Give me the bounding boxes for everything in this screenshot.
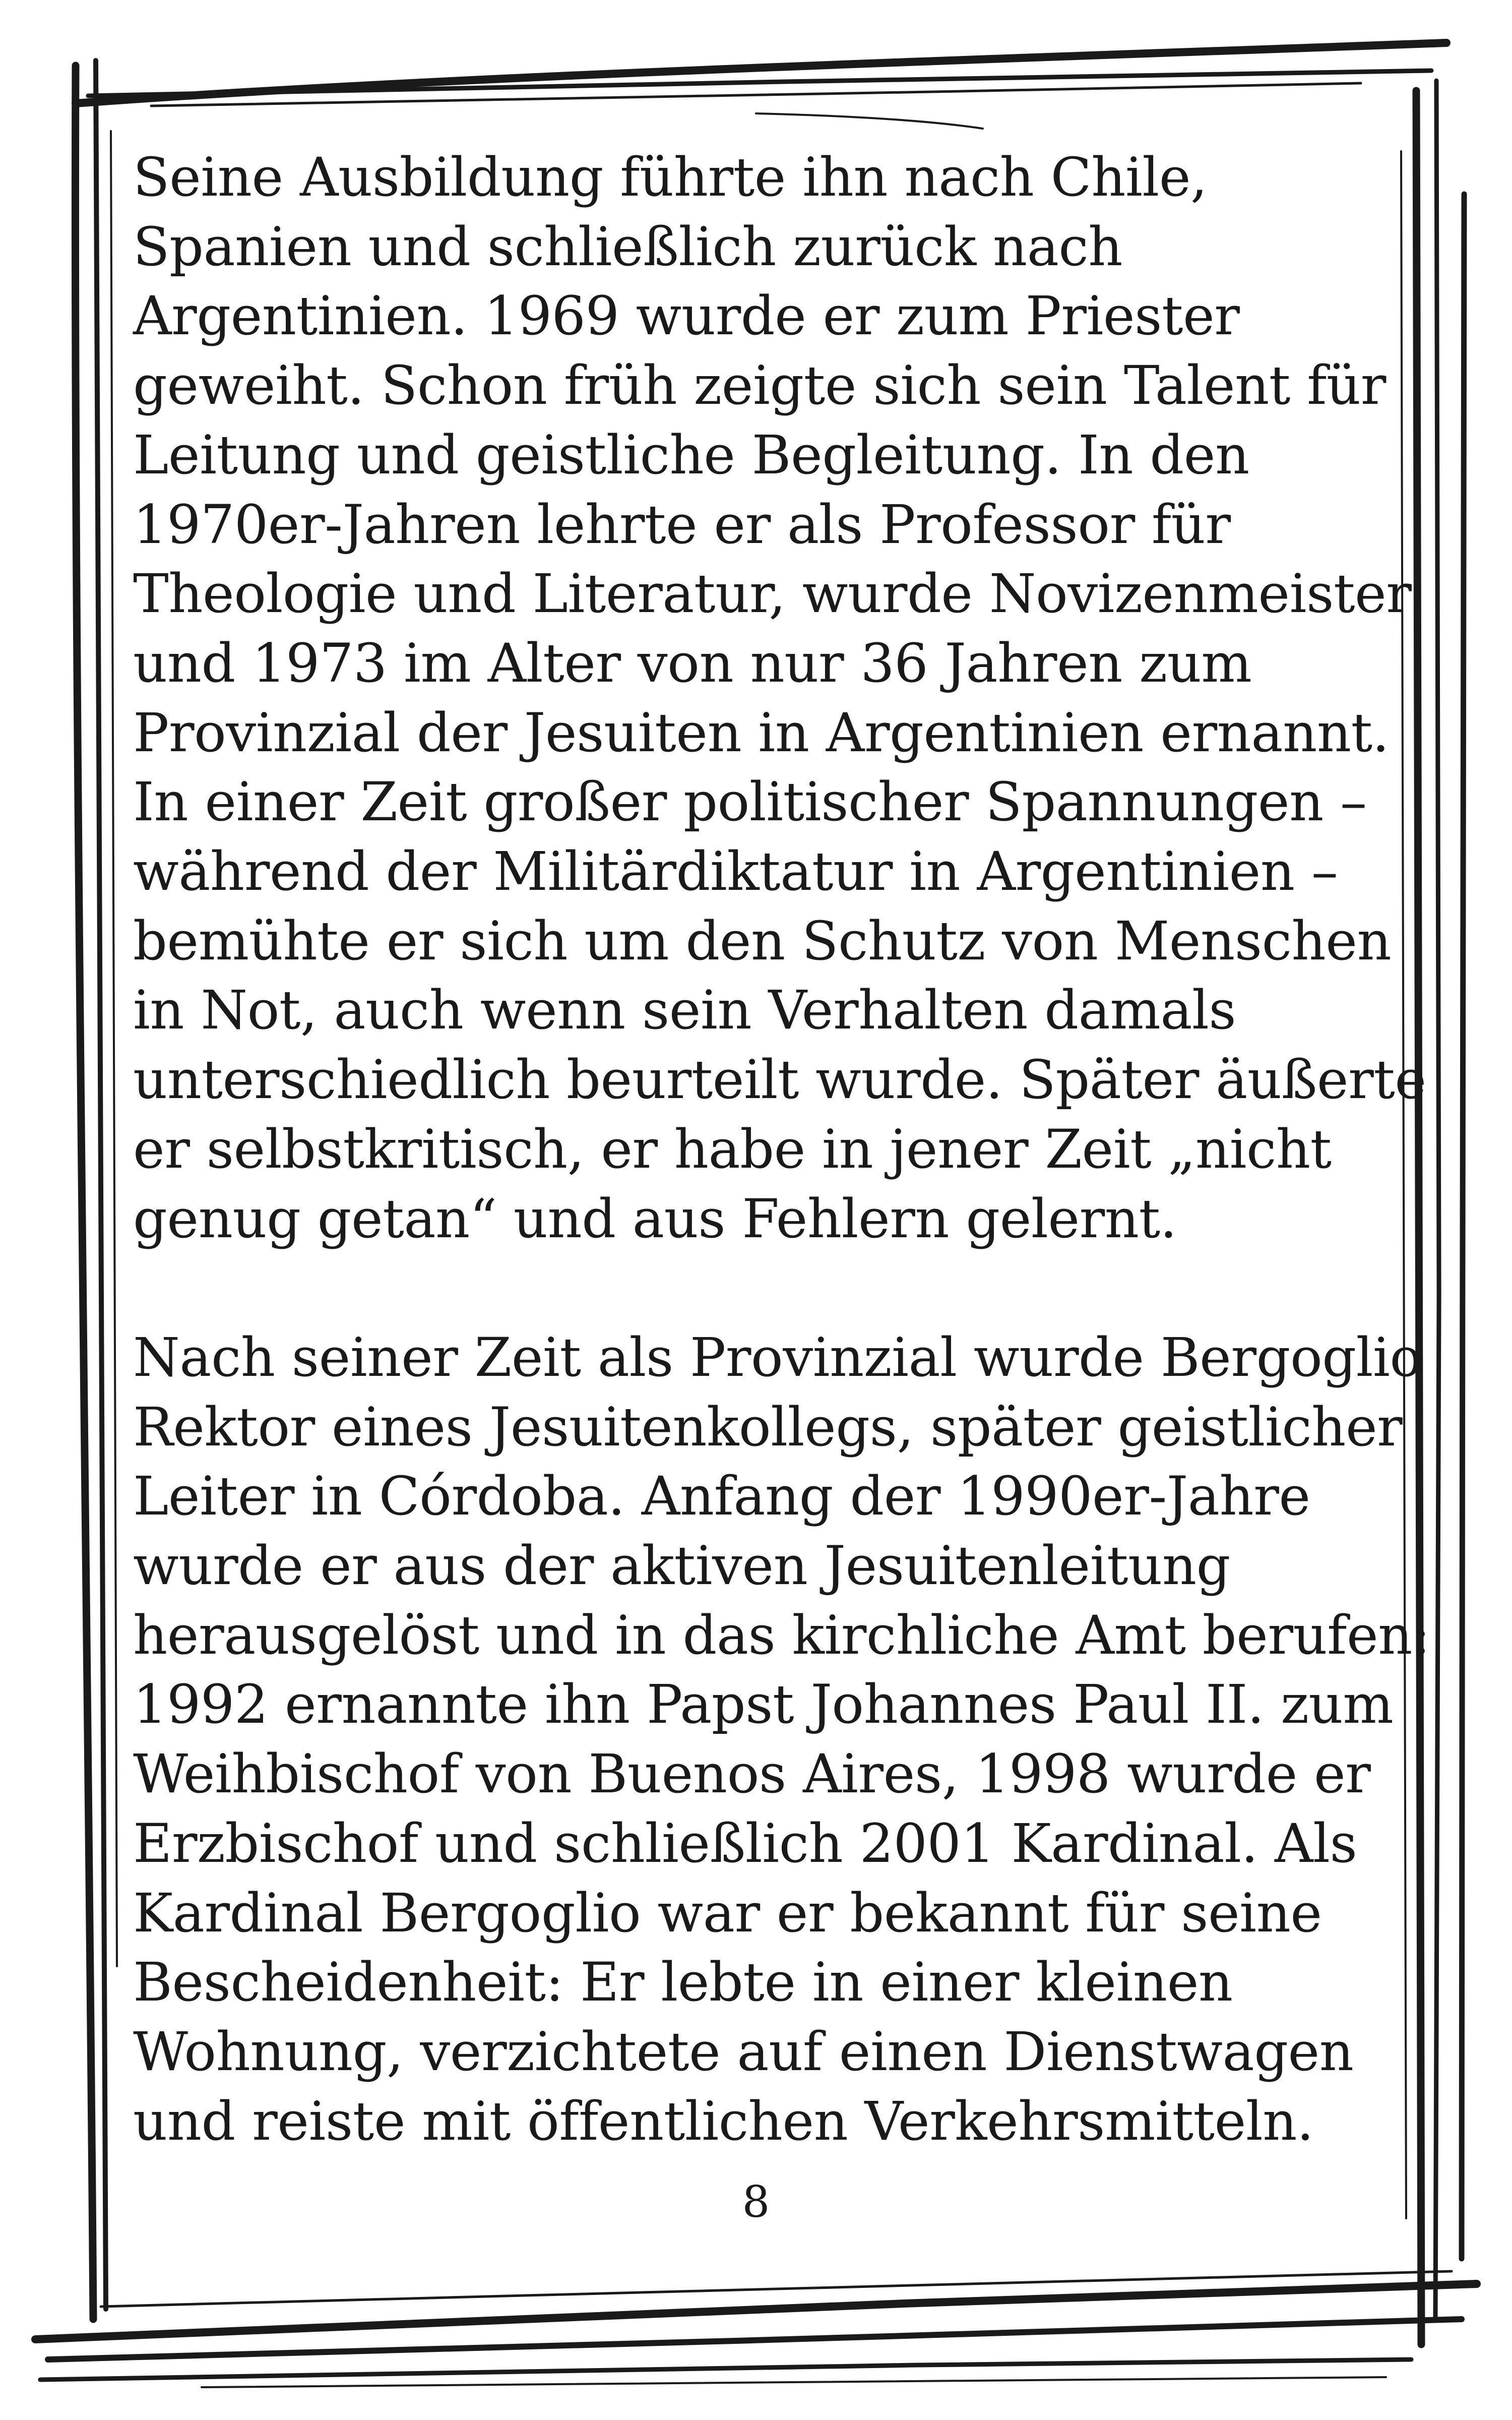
- text-line: Wohnung, verzichtete auf einen Dienstwagen: [133, 2020, 1354, 2083]
- text-line: Seine Ausbildung führte ihn nach Chile,: [133, 146, 1208, 208]
- text-line: und 1973 im Alter von nur 36 Jahren zum: [133, 632, 1252, 694]
- text-line: Rektor eines Jesuitenkollegs, später geistlicher: [133, 1396, 1403, 1458]
- border-bottom-stroke: [202, 2377, 1386, 2387]
- border-bottom-stroke: [40, 2360, 1411, 2380]
- paragraph-2: [133, 1323, 1430, 2156]
- text-line: Spanien und schließlich zurück nach: [133, 215, 1123, 278]
- border-top-stroke: [88, 71, 1431, 96]
- text-line: Erzbischof und schließlich 2001 Kardinal. Als: [133, 1812, 1357, 1874]
- text-line: Nach seiner Zeit als Provinzial wurde Bergoglio: [133, 1326, 1422, 1388]
- border-right-stroke: [1401, 151, 1406, 2218]
- text-line: er selbstkritisch, er habe in jener Zeit „nicht: [133, 1118, 1332, 1180]
- text-line: Bescheidenheit: Er lebte in einer kleinen: [133, 1951, 1233, 2014]
- body-text: [133, 143, 1430, 2156]
- border-right-stroke: [1435, 81, 1439, 2319]
- text-line: Argentinien. 1969 wurde er zum Priester: [133, 285, 1240, 347]
- text-line: und reiste mit öffentlichen Verkehrsmitteln.: [133, 2090, 1314, 2152]
- border-left-stroke: [96, 60, 106, 2309]
- paragraph-spacer: [133, 1253, 1393, 1323]
- paragraph-1: [133, 143, 1426, 1253]
- border-top-stroke: [756, 113, 983, 129]
- text-line: 1992 ernannte ihn Papst Johannes Paul II. zum: [133, 1673, 1394, 1736]
- text-line: in Not, auch wenn sein Verhalten damals: [133, 979, 1236, 1042]
- text-line: Kardinal Bergoglio war er bekannt für seine: [133, 1882, 1322, 1944]
- text-line: Leitung und geistliche Begleitung. In den: [133, 424, 1249, 486]
- text-line: genug getan“ und aus Fehlern gelernt.: [133, 1187, 1177, 1250]
- border-left-stroke: [111, 131, 117, 1966]
- text-line: Provinzial der Jesuiten in Argentinien ernannt.: [133, 701, 1389, 764]
- border-bottom-stroke: [35, 2284, 1477, 2339]
- text-line: unterschiedlich beurteilt wurde. Später äußerte: [133, 1049, 1426, 1111]
- border-bottom-stroke: [48, 2319, 1462, 2360]
- text-line: bemühte er sich um den Schutz von Menschen: [133, 910, 1392, 972]
- text-line: Weihbischof von Buenos Aires, 1998 wurde er: [133, 1743, 1371, 1805]
- text-line: wurde er aus der aktiven Jesuitenleitung: [133, 1535, 1230, 1597]
- text-line: herausgelöst und in das kirchliche Amt berufen:: [133, 1604, 1430, 1666]
- border-right-stroke: [1461, 194, 1465, 2259]
- text-line: geweiht. Schon früh zeigte sich sein Talent für: [133, 354, 1386, 417]
- border-right-stroke: [1416, 91, 1421, 2344]
- text-line: Leiter in Córdoba. Anfang der 1990er-Jahre: [133, 1465, 1310, 1528]
- border-left-stroke: [75, 66, 93, 2319]
- text-line: Theologie und Literatur, wurde Novizenmeister: [133, 563, 1412, 625]
- text-line: 1970er-Jahren lehrte er als Professor für: [133, 493, 1231, 556]
- page-number: 8: [742, 2177, 770, 2227]
- text-line: In einer Zeit großer politischer Spannungen –: [133, 771, 1367, 833]
- text-line: während der Militärdiktatur in Argentinien –: [133, 840, 1338, 903]
